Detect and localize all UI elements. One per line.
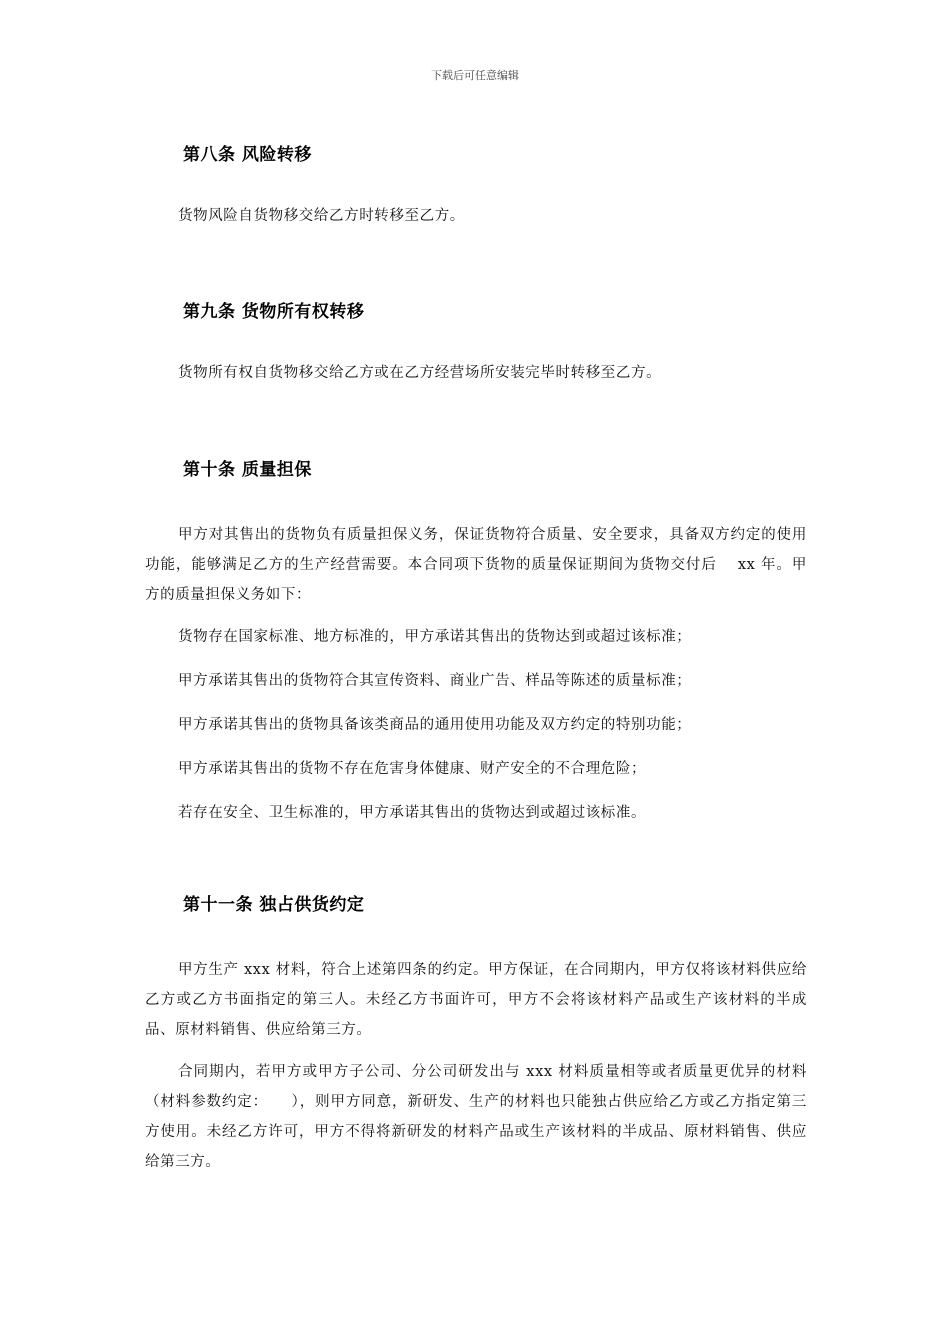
article-10-item-2: 甲方承诺其售出的货物符合其宣传资料、商业广告、样品等陈述的质量标准； [178,673,692,689]
article-10-item-4: 甲方承诺其售出的货物不存在危害身体健康、财产安全的不合理危险； [178,761,647,777]
article-11-paragraph-1: 甲方生产 xxx 材料，符合上述第四条的约定。甲方保证，在合同期内，甲方仅将该材料供应给乙方或乙方书面指定的第三人。未经乙方书面许可，甲方不会将该材料产品或生产该材料的半成品、原材料销售、供应给第三方。 [145,962,807,1038]
article-10-item-1: 货物存在国家标准、地方标准的，甲方承诺其售出的货物达到或超过该标准； [178,629,692,645]
article-10-heading: 第十条 质量担保 [183,460,312,480]
article-8 [145,140,807,231]
article-10-item-3: 甲方承诺其售出的货物具备该类商品的通用使用功能及双方约定的特别功能； [178,717,692,733]
article-8-text: 货物风险自货物移交给乙方时转移至乙方。 [178,208,465,224]
article-10 [145,455,807,828]
page-header-note: 下载后可任意编辑 [431,69,519,82]
article-9 [145,297,807,388]
article-10-paragraph: 甲方对其售出的货物负有质量担保义务，保证货物符合质量、安全要求，具备双方约定的使用功能，能够满足乙方的生产经营需要。本合同项下货物的质量保证期间为货物交付后 xx 年。甲方的质量担保义务如下： [145,527,807,603]
article-8-heading: 第八条 风险转移 [183,145,312,165]
article-10-item-5: 若存在安全、卫生标准的，甲方承诺其售出的货物达到或超过该标准。 [178,805,647,821]
article-11 [145,890,807,1177]
article-9-heading: 第九条 货物所有权转移 [183,302,365,322]
article-11-paragraph-2: 合同期内，若甲方或甲方子公司、分公司研发出与 xxx 材料质量相等或者质量更优异的材料（材料参数约定： ），则甲方同意，新研发、生产的材料也只能独占供应给乙方或乙方指定第三方使用。未经乙方许可，甲方不得将新研发的材料产品或生产该材料的半成品、原材料销售、供应给第三方。 [145,1064,807,1170]
article-11-heading: 第十一条 独占供货约定 [183,895,365,915]
article-9-text: 货物所有权自货物移交给乙方或在乙方经营场所安装完毕时转移至乙方。 [178,365,662,381]
